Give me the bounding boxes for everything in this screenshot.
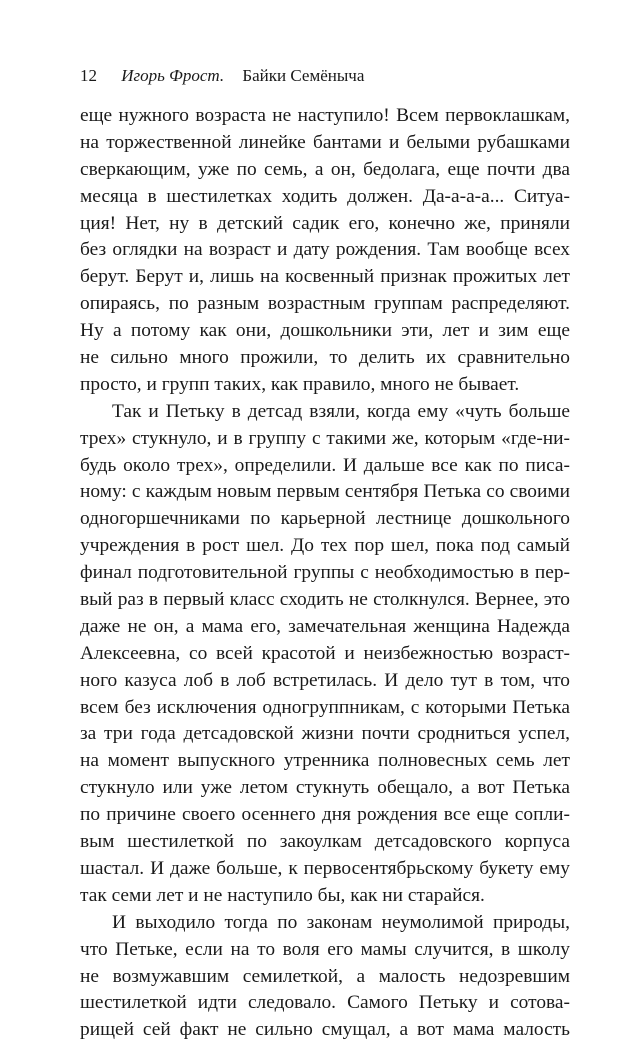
text-line: за три года детсадовской жизни почти сродниться успел,	[80, 723, 570, 745]
text-line: ция! Нет, ну в детский садик его, конечно же, приняли	[80, 212, 570, 234]
text-line: ному: с каждым новым первым сентября Петька со своими	[80, 481, 570, 503]
text-line: вый раз в первый класс сходить не столкнулся. Вернее, это	[80, 589, 570, 611]
text-line: будь около трех», определили. И дальше все как по писа-	[80, 454, 570, 476]
text-line: так семи лет и не наступило бы, как ни старайся.	[80, 884, 485, 906]
text-line: месяца в шестилетках ходить должен. Да-а-а-а... Ситуа-	[80, 185, 570, 207]
text-line: шестилеткой идти следовало. Самого Петьку и сотова-	[80, 992, 570, 1014]
text-line: стукнуло или уже летом стукнуть обещало, а вот Петька	[80, 777, 570, 799]
text-line: по причине своего осеннего дня рождения все еще сопли-	[80, 804, 570, 826]
text-line: финал подготовительной группы с необходимостью в пер-	[80, 562, 570, 584]
text-line: не возмужавшим семилеткой, а малость недозревшим	[80, 965, 570, 987]
text-line: рищей сей факт не сильно смущал, а вот мама малость	[80, 1019, 570, 1041]
text-line: шастал. И даже больше, к первосентябрьскому букету ему	[80, 857, 570, 879]
author-name: Игорь Фрост.	[121, 66, 225, 85]
text-line: Алексеевна, со всей красотой и неизбежностью возраст-	[80, 642, 570, 664]
text-line: еще нужного возраста не наступило! Всем первоклашкам,	[80, 105, 570, 126]
text-line: вым шестилеткой по закоулкам детсадовского корпуса	[80, 831, 570, 853]
text-line: Так и Петьку в детсад взяли, когда ему «чуть больше	[112, 400, 570, 422]
text-line: учреждения в рост шел. До тех пор шел, пока под самый	[80, 535, 570, 557]
text-line: что Петьке, если на то воля его мамы случится, в школу	[80, 938, 570, 960]
text-line: без оглядки на возраст и дату рождения. Там вообще всех	[80, 239, 570, 261]
text-line: не сильно много прожили, то делить их сравнительно	[80, 347, 570, 369]
text-line: просто, и групп таких, как правило, много не бывает.	[80, 373, 520, 395]
book-title: Байки Семёныча	[242, 66, 365, 85]
running-header	[80, 64, 570, 88]
text-line: сверкающим, уже по семь, а он, бедолага, еще почти два	[80, 158, 570, 180]
text-line: даже не он, а мама его, замечательная женщина Надежда	[80, 615, 570, 637]
text-line: трех» стукнуло, и в группу с такими же, которым «где-ни-	[80, 427, 570, 449]
page-number: 12	[80, 66, 97, 85]
body-text	[80, 103, 570, 1044]
text-line: опираясь, по разным возрастным группам распределяют.	[80, 293, 570, 315]
text-line: И выходило тогда по законам неумолимой природы,	[112, 911, 570, 933]
text-line: берут. Берут и, лишь на косвенный признак прожитых лет	[80, 266, 570, 288]
text-line: ного казуса лоб в лоб встретилась. И дело тут в том, что	[80, 669, 570, 691]
text-line: на торжественной линейке бантами и белыми рубашками	[80, 131, 570, 153]
text-line: всем без исключения одногруппникам, с которыми Петька	[80, 696, 570, 718]
text-line: Ну а потому как они, дошкольники эти, лет и зим еще	[80, 320, 570, 342]
text-line: одногоршечниками по карьерной лестнице дошкольного	[80, 508, 570, 530]
text-line: на момент выпускного утренника полновесных семь лет	[80, 750, 570, 772]
